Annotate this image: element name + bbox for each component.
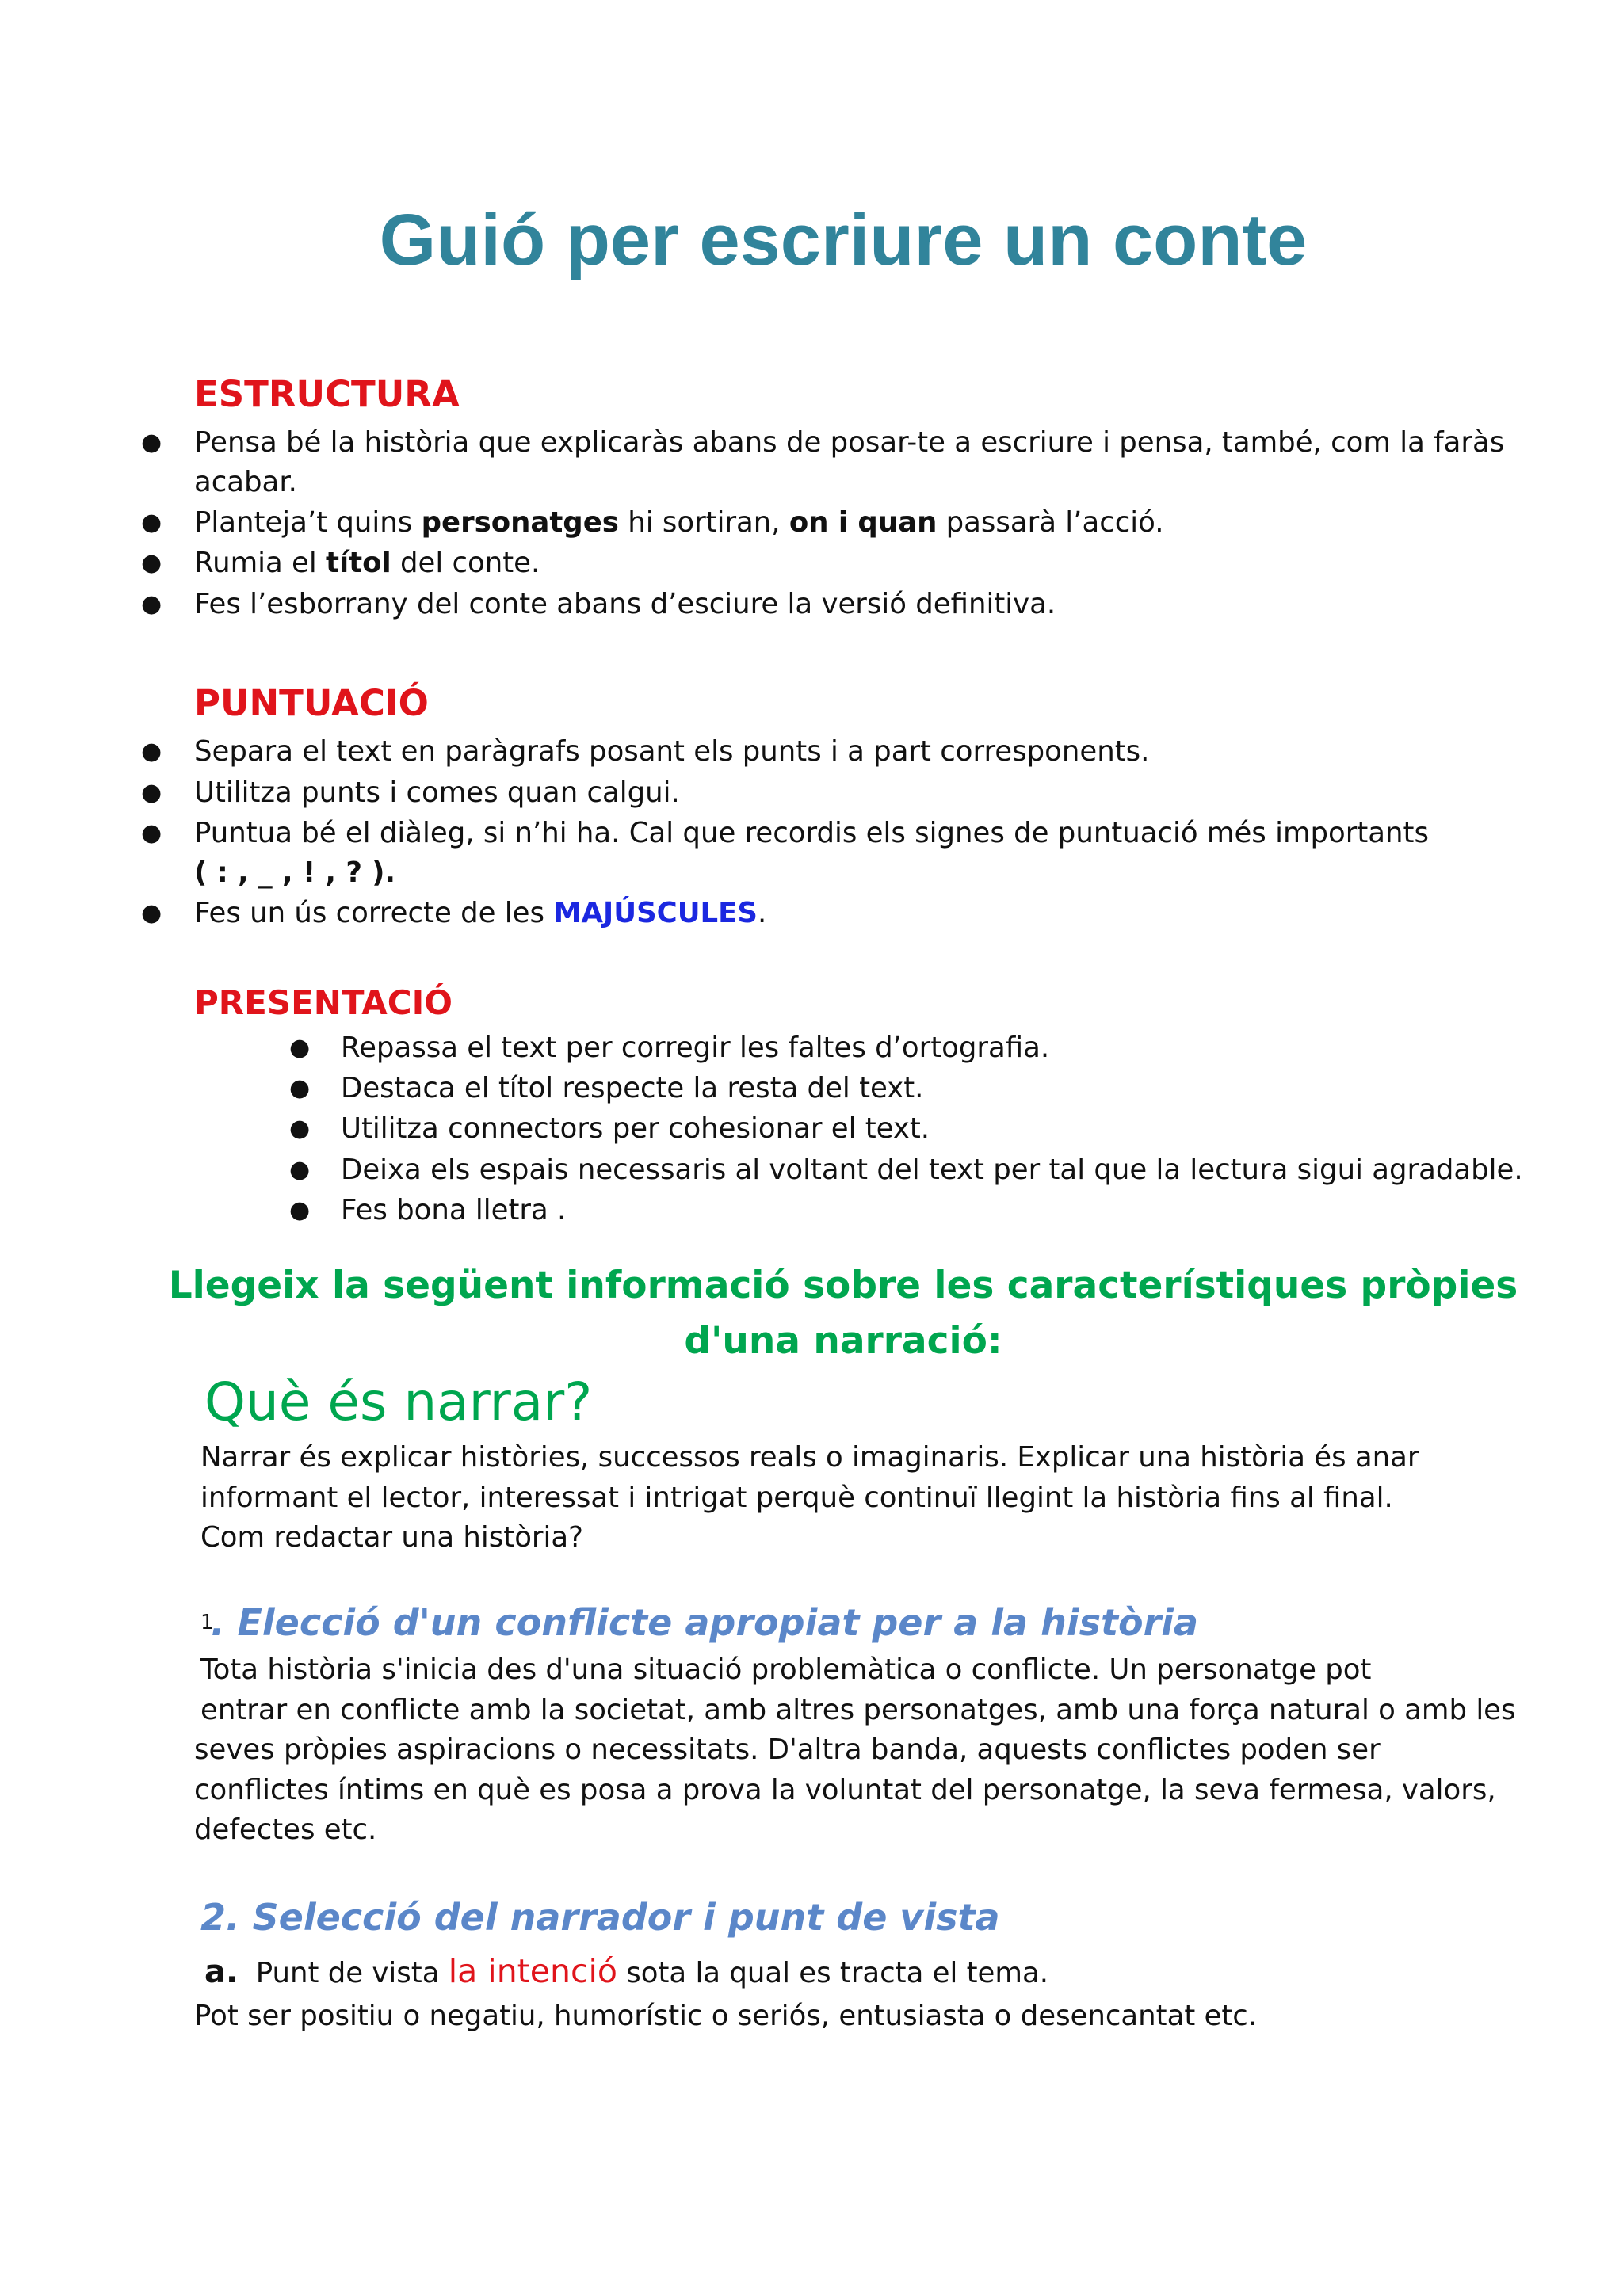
narrar-line: Com redactar una història? [200, 1521, 583, 1554]
bullet-icon: ● [141, 509, 162, 536]
section1-line: defectes etc. [194, 1814, 377, 1846]
list-item: Deixa els espais necessaris al voltant del text per tal que la lectura sigui agradable. [341, 1154, 1523, 1186]
list-item: Puntua bé el diàleg, si n’hi ha. Cal que recordis els signes de puntuació més importants [194, 817, 1429, 849]
section2-point-a: a. Punt de vista la intenció sota la qual es tracta el tema. [204, 1952, 1049, 1990]
list-item-continuation: acabar. [194, 466, 297, 498]
bullet-icon: ● [289, 1074, 311, 1102]
list-item: Fes l’esborrany del conte abans d’esciure la versió definitiva. [194, 588, 1056, 620]
section1-heading: . Elecció d'un conflicte apropiat per a la història [211, 1601, 1199, 1644]
bullet-icon: ● [289, 1156, 311, 1184]
list-item: Utilitza punts i comes quan calgui. [194, 776, 680, 809]
bullet-icon: ● [141, 779, 162, 807]
list-item: Separa el text en paràgrafs posant els punts i a part corresponents. [194, 735, 1150, 768]
section2-heading: 2. Selecció del narrador i punt de vista [200, 1896, 1000, 1939]
punctuation-signs: ( : , _ , ! , ? ). [194, 856, 395, 889]
section2-line: Pot ser positiu o negatiu, humorístic o seriós, entusiasta o desencantat etc. [194, 2000, 1258, 2032]
section1-line: conflictes íntims en què es posa a prova la voluntat del personatge, la seva fermesa, valors, [194, 1774, 1496, 1806]
bullet-icon: ● [141, 738, 162, 765]
bullet-icon: ● [289, 1034, 311, 1062]
bullet-icon: ● [141, 429, 162, 456]
estructura-heading: ESTRUCTURA [194, 373, 460, 415]
bullet-icon: ● [141, 590, 162, 618]
presentacio-heading: PRESENTACIÓ [194, 983, 453, 1022]
list-item: Fes bona lletra . [341, 1194, 567, 1226]
section-number: 1 [200, 1611, 214, 1634]
narrar-line: Narrar és explicar històries, successos reals o imaginaris. Explicar una història és anar [200, 1441, 1419, 1474]
narrar-line: informant el lector, interessat i intrigat perquè continuï llegint la història fins al final. [200, 1482, 1393, 1514]
bullet-icon: ● [141, 549, 162, 577]
llegeix-heading-line1: Llegeix la següent informació sobre les característiques pròpies [168, 1264, 1518, 1307]
list-item: Destaca el títol respecte la resta del text. [341, 1072, 924, 1104]
bullet-icon: ● [289, 1115, 311, 1142]
bullet-icon: ● [141, 819, 162, 847]
puntuacio-heading: PUNTUACIÓ [194, 682, 429, 724]
list-item: Planteja’t quins personatges hi sortiran, on i quan passarà l’acció. [194, 506, 1164, 539]
page-title: Guió per escriure un conte [379, 200, 1308, 280]
list-item: Fes un ús correcte de les MAJÚSCULES. [194, 897, 767, 929]
bullet-icon: ● [289, 1196, 311, 1224]
list-item: Repassa el text per corregir les faltes d’ortografia. [341, 1032, 1050, 1064]
list-item: Utilitza connectors per cohesionar el text. [341, 1112, 930, 1145]
list-item: Pensa bé la història que explicaràs abans de posar-te a escriure i pensa, també, com la faràs [194, 426, 1505, 459]
section1-line: entrar en conflicte amb la societat, amb altres personatges, amb una força natural o amb les [200, 1694, 1516, 1726]
list-item: Rumia el títol del conte. [194, 547, 540, 579]
llegeix-heading-line2: d'una narració: [684, 1319, 1002, 1363]
bullet-icon: ● [141, 899, 162, 927]
section1-line: seves pròpies aspiracions o necessitats. D'altra banda, aquests conflictes poden ser [194, 1733, 1381, 1766]
section1-line: Tota història s'inicia des d'una situació problemàtica o conflicte. Un personatge pot [200, 1653, 1372, 1686]
narrar-heading: Què és narrar? [204, 1371, 593, 1432]
